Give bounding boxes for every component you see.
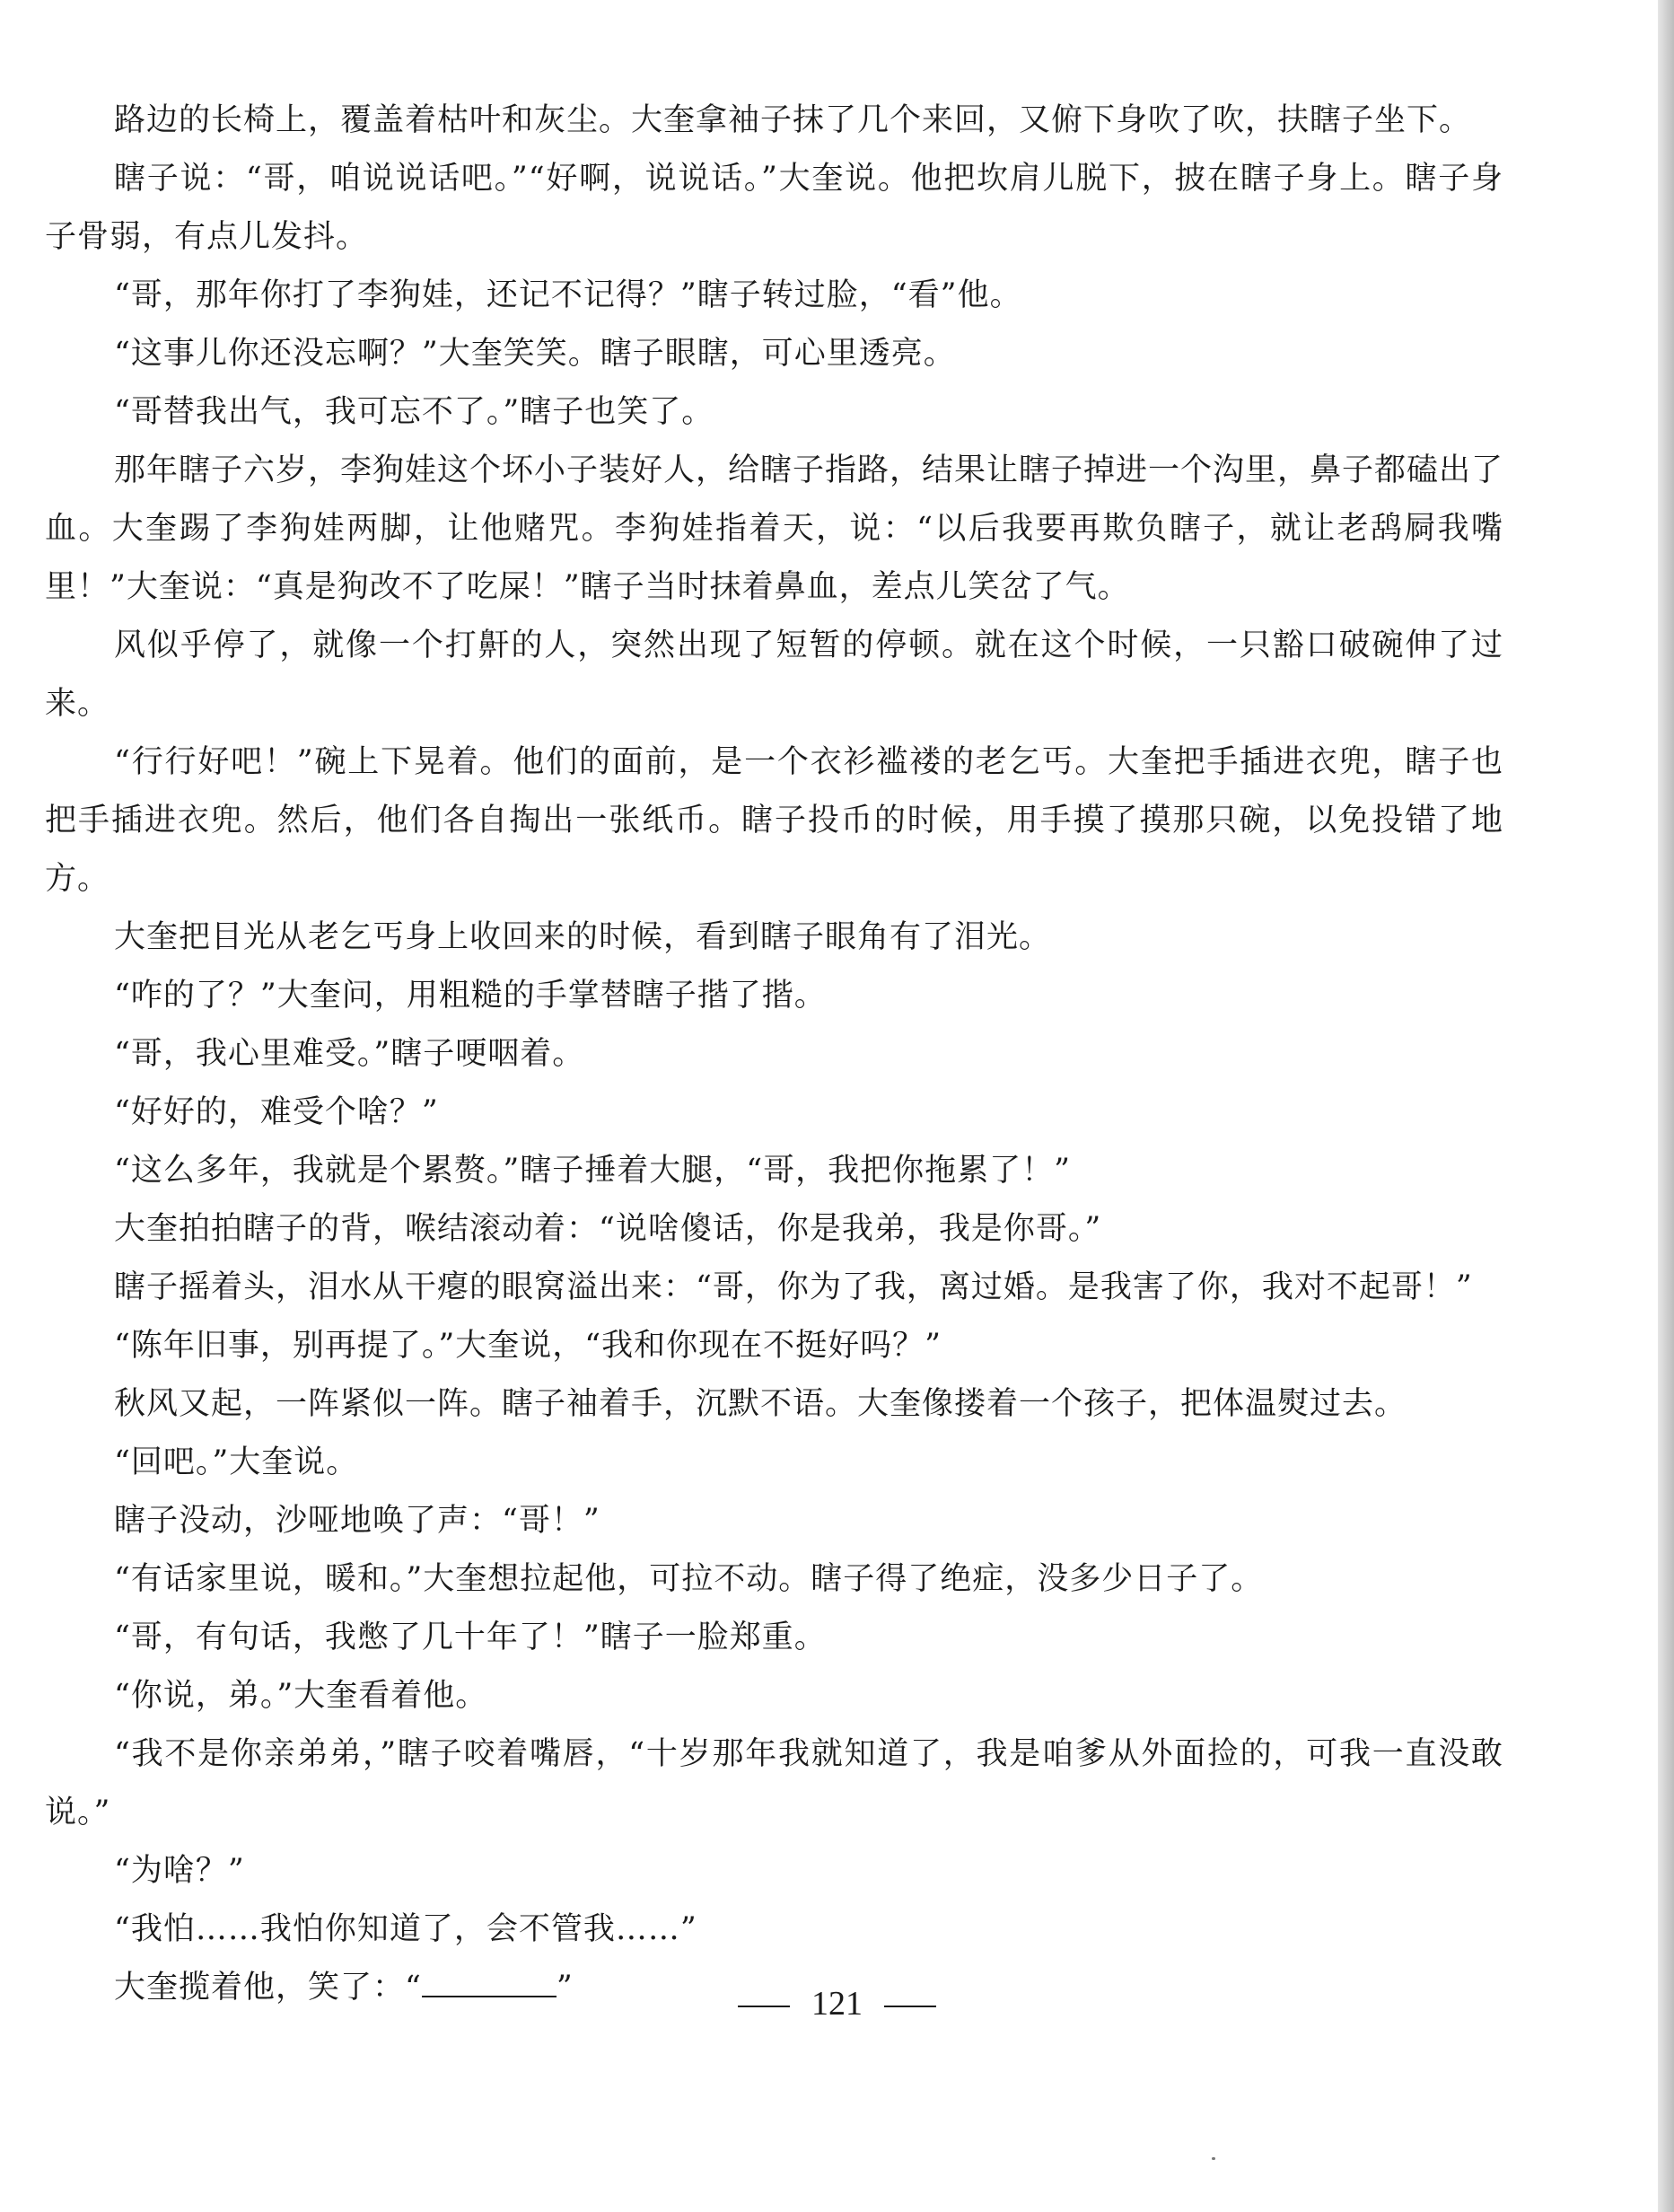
paragraph: “这事儿你还没忘啊？”大奎笑笑。瞎子眼瞎，可心里透亮。 (114, 336, 956, 372)
paragraph: “回吧。”大奎说。 (114, 1444, 359, 1480)
paragraph: “我不是你亲弟弟，”瞎子咬着嘴唇，“十岁那年我就知道了，我是咱爹从外面捡的，可我一直没敢说。” (45, 1736, 1503, 1830)
page-edge-shadow (1658, 0, 1674, 2212)
paragraph: “有话家里说，暖和。”大奎想拉起他，可拉不动。瞎子得了绝症，没多少日子了。 (114, 1561, 1264, 1597)
paragraph: 大奎拍拍瞎子的背，喉结滚动着：“说啥傻话，你是我弟，我是你哥。” (114, 1211, 1102, 1247)
paragraph: “我怕……我怕你知道了，会不管我……” (114, 1911, 697, 1947)
paragraph: 路边的长椅上，覆盖着枯叶和灰尘。大奎拿袖子抹了几个来回，又俯下身吹了吹，扶瞎子坐下。 (114, 102, 1472, 138)
paragraph: 风似乎停了，就像一个打鼾的人，突然出现了短暂的停顿。就在这个时候，一只豁口破碗伸了过来。 (45, 628, 1503, 722)
paragraph: “好好的，难受个啥？” (114, 1094, 439, 1130)
footer-dash-right (884, 2006, 936, 2007)
final-line-suffix: ” (556, 1970, 574, 2006)
paragraph: 瞎子说：“哥，咱说说话吧。”“好啊，说说话。”大奎说。他把坎肩儿脱下，披在瞎子身上。瞎子身子骨弱，有点儿发抖。 (45, 161, 1503, 255)
footer-dash-left (738, 2006, 790, 2007)
page-number: 121 (811, 1985, 863, 2023)
paragraph: 瞎子摇着头，泪水从干瘪的眼窝溢出来：“哥，你为了我，离过婚。是我害了你，我对不起哥！” (114, 1269, 1473, 1305)
scan-speck (1212, 2157, 1215, 2160)
paragraph: “哥，有句话，我憋了几十年了！”瞎子一脸郑重。 (114, 1620, 827, 1655)
final-line-prefix: 大奎揽着他，笑了：“ (114, 1970, 422, 2006)
page-footer (0, 1984, 1674, 2023)
paragraph: “陈年旧事，别再提了。”大奎说，“我和你现在不挺好吗？” (114, 1328, 942, 1364)
paragraph: “行行好吧！”碗上下晃着。他们的面前，是一个衣衫褴褛的老乞丐。大奎把手插进衣兜，瞎子也把手插进衣兜。然后，他们各自掏出一张纸币。瞎子投币的时候，用手摸了摸那只碗，以免投错了地方。 (45, 744, 1503, 897)
paragraph: 那年瞎子六岁，李狗娃这个坏小子装好人，给瞎子指路，结果让瞎子掉进一个沟里，鼻子都磕出了血。大奎踢了李狗娃两脚，让他赌咒。李狗娃指着天，说：“以后我要再欺负瞎子，就让老鸹屙我嘴里！”大奎说：“真是狗改不了吃屎！”瞎子当时抹着鼻血，差点儿笑岔了气。 (45, 452, 1504, 605)
paragraph: “为啥？” (114, 1853, 245, 1889)
paragraph: “这么多年，我就是个累赘。”瞎子捶着大腿，“哥，我把你拖累了！” (114, 1153, 1072, 1189)
paragraph: 大奎把目光从老乞丐身上收回来的时候，看到瞎子眼角有了泪光。 (114, 919, 1052, 955)
paragraph: “哥替我出气，我可忘不了。”瞎子也笑了。 (114, 394, 714, 430)
paragraph: 瞎子没动，沙哑地唤了声：“哥！” (114, 1503, 600, 1539)
story-text (45, 92, 1503, 2017)
paragraph: “哥，我心里难受。”瞎子哽咽着。 (114, 1036, 585, 1072)
paragraph: “咋的了？”大奎问，用粗糙的手掌替瞎子揩了揩。 (114, 978, 827, 1014)
paragraph: “哥，那年你打了李狗娃，还记不记得？”瞎子转过脸，“看”他。 (114, 277, 1022, 313)
paragraph: “你说，弟。”大奎看着他。 (114, 1678, 488, 1714)
paragraph: 秋风又起，一阵紧似一阵。瞎子袖着手，沉默不语。大奎像搂着一个孩子，把体温熨过去。 (114, 1386, 1407, 1422)
